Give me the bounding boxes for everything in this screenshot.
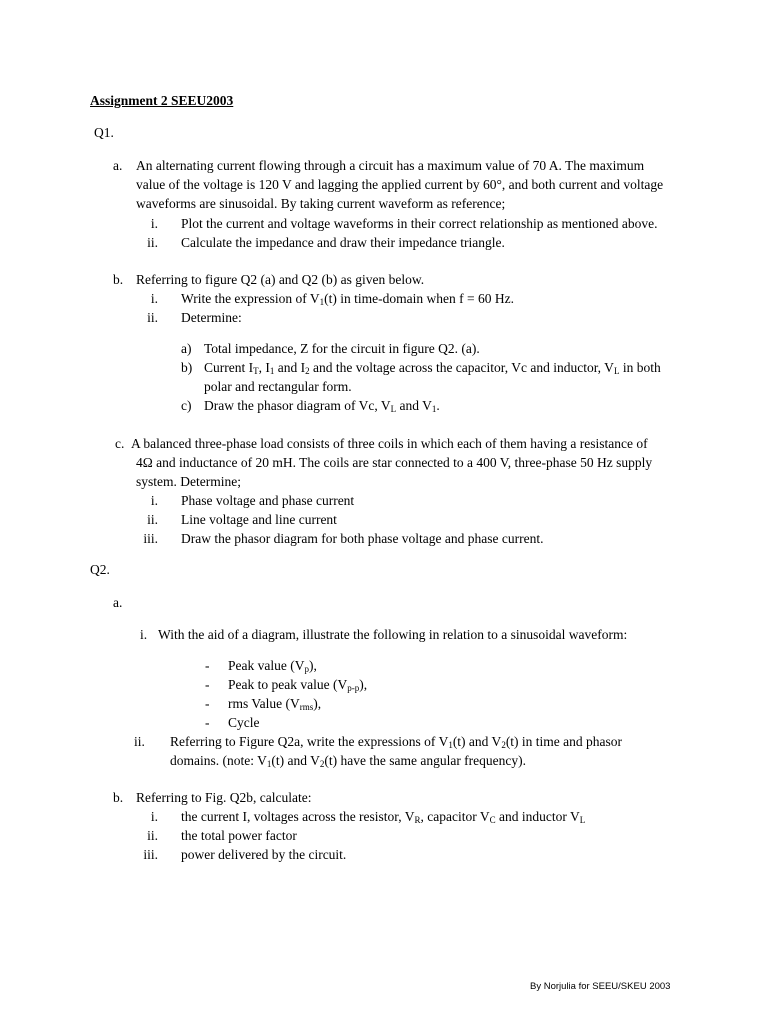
q2b-iii-marker: iii. [143, 847, 158, 862]
q2b-i-marker: i. [150, 809, 158, 824]
q1c-item-ii-marker: ii. [147, 512, 158, 527]
q1b-sub-c-marker: c) [181, 398, 192, 413]
q1b-ii-text: Determine: [181, 310, 242, 325]
q2a-i-text: With the aid of a diagram, illustrate the following in relation to a sinusoidal waveform: [158, 627, 628, 642]
q1b-text: Referring to figure Q2 (a) and Q2 (b) as given below. [136, 272, 425, 287]
q1a-item-ii-marker: ii. [147, 235, 158, 250]
q1c-item-ii-text: Line voltage and line current [181, 512, 337, 527]
q2-label: Q2. [90, 562, 110, 577]
q2b-iii-text: power delivered by the circuit. [181, 847, 347, 862]
q1b-sub-a-text: Total impedance, Z for the circuit in figure Q2. (a). [204, 341, 480, 356]
q1c-line-3: system. Determine; [136, 474, 241, 489]
q1a-item-ii-text: Calculate the impedance and draw their impedance triangle. [181, 235, 505, 250]
q1c-line-2: 4Ω and inductance of 20 mH. The coils are star connected to a 400 V, three-phase 50 Hz supply [136, 455, 653, 470]
q1b-ii-marker: ii. [147, 310, 158, 325]
q2b-i-text: the current I, voltages across the resistor, $V_R$, capacitor $V_C$ and inductor $V_L$ [181, 809, 586, 825]
q2a-dash-4: - [205, 715, 210, 730]
q1c-marker: c. [115, 436, 125, 451]
q2a-dash-2: - [205, 677, 210, 692]
page-footer: By Norjulia for SEEU/SKEU 2003 [530, 981, 671, 992]
q2a-rms-value: rms Value $(V_{rms})$, [228, 696, 322, 712]
q2b-ii-marker: ii. [147, 828, 158, 843]
q1a-item-i-marker: i. [150, 216, 158, 231]
q2a-dash-1: - [205, 658, 210, 673]
q2a-peak-value: Peak value $(V_p)$, [228, 658, 317, 674]
q2a-peak-to-peak: Peak to peak value $(V_{p-p})$, [228, 677, 368, 693]
q1b-sub-b-text: Current $I_T$, $I_1$ and $I_2$ and the voltage across the capacitor, Vc and inductor, $V_L$ in both [204, 360, 661, 376]
q2b-ii-text: the total power factor [181, 828, 297, 843]
q2a-cycle: Cycle [228, 715, 260, 730]
q1b-sub-a-marker: a) [181, 341, 192, 356]
q1c-item-i-marker: i. [150, 493, 158, 508]
q1a-line-1: An alternating current flowing through a circuit has a maximum value of 70 A. The maximum [136, 158, 645, 173]
q1b-i-marker: i. [150, 291, 158, 306]
q2a-ii-marker: ii. [134, 734, 145, 749]
q1a-line-2: value of the voltage is 120 V and lagging the applied current by 60°, and both current and voltage [136, 177, 664, 192]
q1b-sub-b-text-line-2: polar and rectangular form. [204, 379, 352, 394]
q1a-line-3: waveforms are sinusoidal. By taking current waveform as reference; [136, 196, 506, 211]
q2b-marker: b. [113, 790, 124, 805]
page-title: Assignment 2 SEEU2003 [90, 93, 234, 108]
q2a-ii-text: Referring to Figure Q2a, write the expressions of $V_1(t)$ and $V_2(t)$ in time and phasor [170, 734, 623, 750]
q1c-line-1: A balanced three-phase load consists of three coils in which each of them having a resistance of [131, 436, 648, 451]
q1-label: Q1. [94, 125, 114, 140]
q2a-i-marker: i. [140, 627, 148, 642]
q1b-marker: b. [113, 272, 124, 287]
q1c-item-iii-text: Draw the phasor diagram for both phase voltage and phase current. [181, 531, 544, 546]
q1a-item-i-text: Plot the current and voltage waveforms in their correct relationship as mentioned above. [181, 216, 658, 231]
q1b-i-text: Write the expression of $V_1(t)$ in time-domain when f = 60 Hz. [181, 291, 514, 307]
q2a-marker: a. [113, 595, 123, 610]
q1b-sub-b-marker: b) [181, 360, 193, 375]
q1a-marker: a. [113, 158, 123, 173]
q2a-ii-text-line-2: domains. (note: $V_1(t)$ and $V_2(t)$ have the same angular frequency). [170, 753, 527, 769]
q2b-text: Referring to Fig. Q2b, calculate: [136, 790, 312, 805]
q2a-dash-3: - [205, 696, 210, 711]
q1c-item-i-text: Phase voltage and phase current [181, 493, 355, 508]
q1c-item-iii-marker: iii. [143, 531, 158, 546]
q1b-sub-c-text: Draw the phasor diagram of Vc, $V_L$ and $V_1$. [204, 398, 440, 414]
